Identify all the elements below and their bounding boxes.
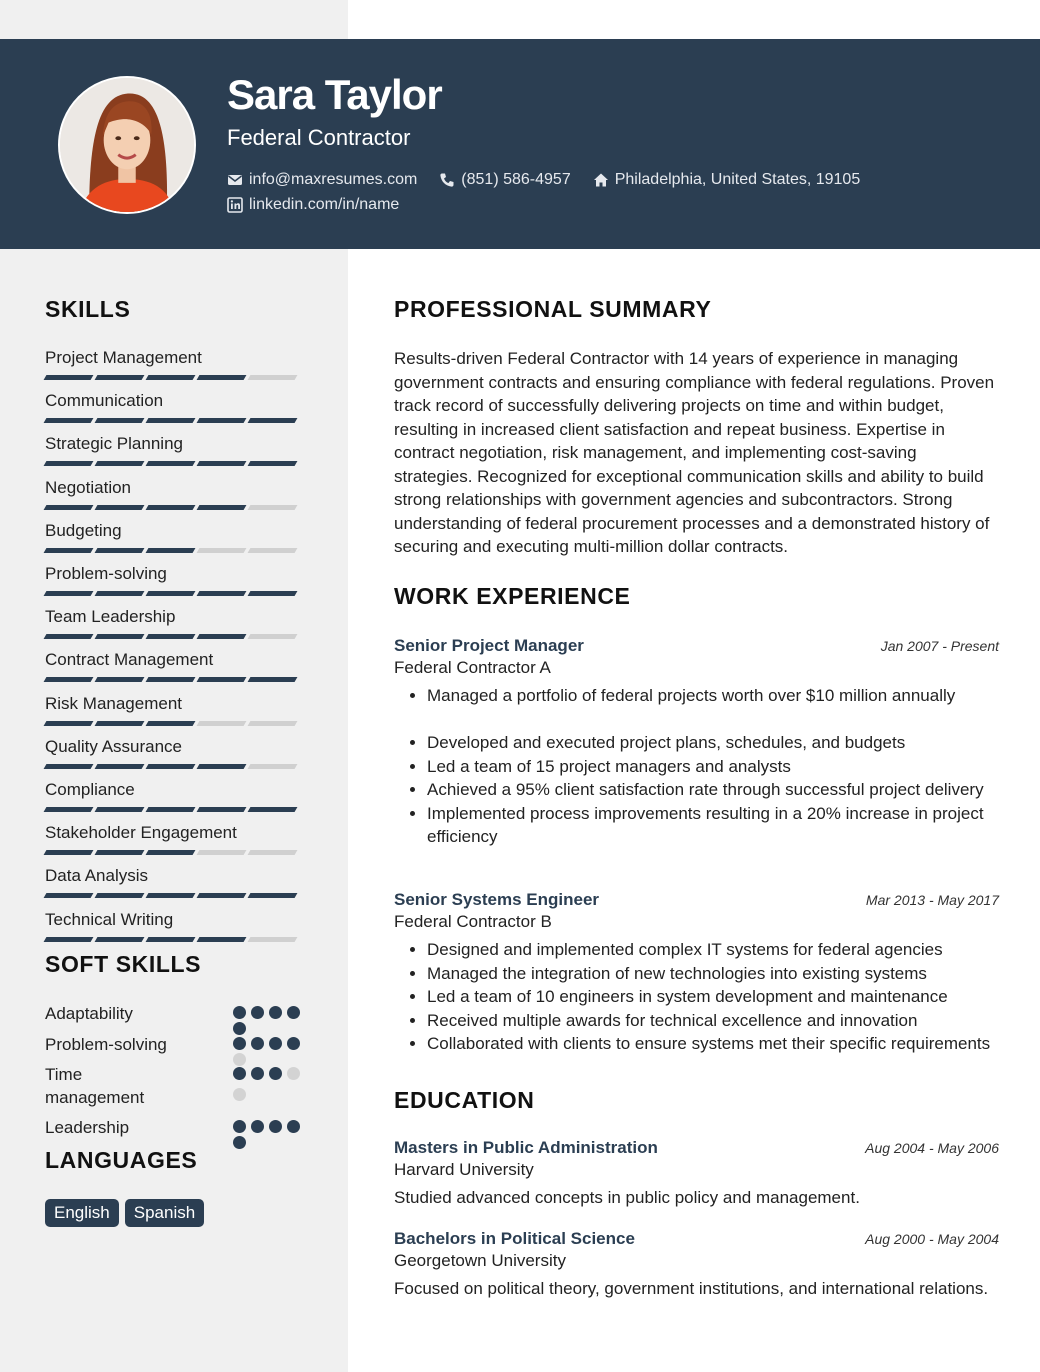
languages-heading: LANGUAGES bbox=[45, 1147, 198, 1173]
linkedin-text: linkedin.com/in/name bbox=[249, 195, 400, 213]
soft-skill-item bbox=[45, 1063, 305, 1109]
skill-level-segment bbox=[197, 461, 247, 466]
skill-level-bar bbox=[45, 418, 305, 423]
school-name: Georgetown University bbox=[394, 1251, 566, 1270]
job-bullets bbox=[394, 938, 999, 1056]
job-entry bbox=[394, 890, 999, 1056]
rating-dot bbox=[269, 1120, 282, 1133]
skill-level-segment bbox=[95, 893, 145, 898]
education-entry bbox=[394, 1229, 999, 1301]
skill-level-bar bbox=[45, 375, 305, 380]
skill-level-bar bbox=[45, 764, 305, 769]
language-badge: English bbox=[45, 1199, 119, 1227]
skill-level-segment bbox=[95, 850, 145, 855]
skill-level-segment bbox=[197, 677, 247, 682]
education-entry bbox=[394, 1138, 999, 1210]
skill-level-segment bbox=[248, 721, 298, 726]
skill-item bbox=[45, 865, 305, 898]
skill-level-segment bbox=[146, 591, 196, 596]
skill-label: Compliance bbox=[45, 780, 135, 799]
skill-level-segment bbox=[95, 461, 145, 466]
skill-level-segment bbox=[248, 677, 298, 682]
languages-list bbox=[45, 1199, 210, 1227]
envelope-icon bbox=[227, 172, 243, 188]
skill-level-segment bbox=[44, 418, 94, 423]
degree-title: Bachelors in Political Science bbox=[394, 1229, 635, 1248]
job-company: Federal Contractor A bbox=[394, 658, 551, 677]
skill-level-segment bbox=[44, 591, 94, 596]
job-bullet: • Led a team of 10 engineers in system development and maintenance bbox=[427, 985, 999, 1009]
summary-text: Results-driven Federal Contractor with 14 years of experience in managing government contracts and ensuring compliance with federal regulations. Proven track record of successfully delivering projects on time and within budget, resulting in increased client satisfaction and repeat business. Expertise in contract negotiation, risk management, and implementing cost-saving strategies. Recognized for exceptional communication skills and ability to build strong relationships with government agencies and subcontractors. Strong understanding of federal procurement processes and a demonstrated history of securing and executing multi-million dollar contracts. bbox=[394, 349, 995, 556]
rating-dot bbox=[233, 1037, 246, 1050]
skill-label: Negotiation bbox=[45, 477, 132, 497]
job-bullet: • Collaborated with clients to ensure systems met their specific requirements bbox=[427, 1032, 999, 1056]
skill-level-segment bbox=[197, 548, 247, 553]
skill-level-segment bbox=[248, 461, 298, 466]
rating-dot bbox=[287, 1067, 300, 1080]
job-title: Senior Systems Engineer bbox=[394, 890, 600, 909]
job-bullet: • Led a team of 15 project managers and analysts bbox=[427, 755, 999, 779]
school-name: Harvard University bbox=[394, 1160, 534, 1179]
skill-level-segment bbox=[197, 893, 247, 898]
skill-item bbox=[45, 433, 305, 466]
phone-text: (851) 586-4957 bbox=[461, 170, 571, 188]
skill-level-segment bbox=[197, 807, 247, 812]
education-date: Aug 2004 - May 2006 bbox=[865, 1140, 999, 1156]
skill-level-segment bbox=[44, 375, 94, 380]
contact-email[interactable] bbox=[227, 171, 417, 189]
skill-level-bar bbox=[45, 677, 305, 682]
skill-level-segment bbox=[146, 634, 196, 639]
rating-dot bbox=[251, 1006, 264, 1019]
skill-level-segment bbox=[44, 461, 94, 466]
language-badge: Spanish bbox=[125, 1199, 204, 1227]
skill-label: Team Leadership bbox=[45, 607, 176, 627]
skill-level-segment bbox=[146, 677, 196, 682]
soft-skill-label: Time management bbox=[45, 1065, 145, 1107]
rating-dot bbox=[233, 1088, 246, 1101]
skill-level-segment bbox=[146, 505, 196, 510]
skill-level-segment bbox=[44, 548, 94, 553]
skill-level-segment bbox=[95, 634, 145, 639]
candidate-title: Federal Contractor bbox=[227, 125, 411, 150]
skill-level-segment bbox=[248, 634, 298, 639]
skill-label: Communication bbox=[45, 391, 164, 411]
skill-level-segment bbox=[95, 418, 145, 423]
skill-level-segment bbox=[44, 893, 94, 898]
skill-level-segment bbox=[44, 505, 94, 510]
rating-dot bbox=[287, 1120, 300, 1133]
skill-level-segment bbox=[44, 764, 94, 769]
contact-info bbox=[227, 167, 882, 217]
skill-level-bar bbox=[45, 850, 305, 855]
education-section bbox=[394, 1087, 999, 1114]
skill-level-segment bbox=[248, 850, 298, 855]
skill-level-segment bbox=[197, 850, 247, 855]
skill-level-bar bbox=[45, 548, 305, 553]
skill-level-segment bbox=[197, 634, 247, 639]
rating-dot bbox=[233, 1120, 246, 1133]
skill-level-segment bbox=[95, 807, 145, 812]
skill-item bbox=[45, 390, 305, 423]
job-entry bbox=[394, 636, 999, 849]
skill-level-segment bbox=[44, 850, 94, 855]
job-date: Mar 2013 - May 2017 bbox=[865, 892, 999, 908]
education-heading: EDUCATION bbox=[394, 1087, 535, 1113]
soft-skill-rating bbox=[233, 1067, 305, 1109]
rating-dot bbox=[269, 1067, 282, 1080]
skill-level-segment bbox=[95, 591, 145, 596]
rating-dot bbox=[269, 1006, 282, 1019]
skill-level-bar bbox=[45, 721, 305, 726]
skill-label: Risk Management bbox=[45, 693, 183, 713]
degree-title: Masters in Public Administration bbox=[394, 1138, 658, 1157]
skill-item bbox=[45, 822, 305, 855]
skill-level-segment bbox=[248, 375, 298, 380]
skill-level-bar bbox=[45, 591, 305, 596]
skills-heading: SKILLS bbox=[45, 296, 131, 322]
contact-linkedin[interactable] bbox=[227, 196, 399, 214]
rating-dot bbox=[251, 1067, 264, 1080]
skill-level-segment bbox=[197, 721, 247, 726]
skill-level-segment bbox=[95, 764, 145, 769]
skill-item bbox=[45, 347, 305, 380]
linkedin-icon bbox=[227, 197, 243, 213]
email-text: info@maxresumes.com bbox=[249, 170, 418, 188]
skill-level-bar bbox=[45, 807, 305, 812]
soft-skill-label: Adaptability bbox=[45, 1004, 133, 1023]
profile-photo bbox=[58, 76, 196, 214]
contact-location bbox=[593, 171, 861, 189]
job-bullet: • Implemented process improvements resulting in a 20% increase in project efficiency bbox=[427, 802, 999, 849]
skill-level-segment bbox=[95, 375, 145, 380]
experience-section bbox=[394, 583, 999, 610]
summary-section bbox=[394, 296, 999, 323]
soft-skill-rating bbox=[233, 1120, 305, 1152]
skill-level-segment bbox=[197, 591, 247, 596]
rating-dot bbox=[287, 1006, 300, 1019]
skill-level-segment bbox=[95, 721, 145, 726]
skill-level-segment bbox=[146, 721, 196, 726]
rating-dot bbox=[287, 1037, 300, 1050]
skill-item bbox=[45, 779, 305, 812]
candidate-name: Sara Taylor bbox=[227, 71, 442, 118]
resume-header bbox=[0, 39, 1040, 249]
skill-level-segment bbox=[248, 893, 298, 898]
skill-level-segment bbox=[197, 937, 247, 942]
skill-level-segment bbox=[197, 764, 247, 769]
skill-item bbox=[45, 520, 305, 553]
skill-level-segment bbox=[146, 764, 196, 769]
skill-level-segment bbox=[146, 807, 196, 812]
skill-level-bar bbox=[45, 893, 305, 898]
skill-label: Budgeting bbox=[45, 520, 122, 540]
skill-label: Quality Assurance bbox=[45, 736, 183, 756]
skill-level-segment bbox=[44, 721, 94, 726]
skill-item bbox=[45, 563, 305, 596]
rating-dot bbox=[251, 1120, 264, 1133]
rating-dot bbox=[233, 1006, 246, 1019]
skill-level-bar bbox=[45, 937, 305, 942]
rating-dot bbox=[233, 1067, 246, 1080]
skill-item bbox=[45, 693, 305, 726]
skill-item bbox=[45, 477, 305, 510]
skill-level-segment bbox=[248, 505, 298, 510]
rating-dot bbox=[269, 1037, 282, 1050]
skill-label: Problem-solving bbox=[45, 564, 167, 583]
job-title: Senior Project Manager bbox=[394, 636, 584, 655]
education-description: Focused on political theory, government institutions, and international relations. bbox=[394, 1279, 989, 1298]
skill-level-segment bbox=[248, 591, 298, 596]
skill-level-segment bbox=[146, 850, 196, 855]
job-date: Jan 2007 - Present bbox=[880, 638, 999, 654]
job-bullets bbox=[394, 684, 999, 849]
skill-level-segment bbox=[146, 937, 196, 942]
skill-level-segment bbox=[146, 548, 196, 553]
skill-label: Strategic Planning bbox=[45, 434, 183, 454]
skill-level-segment bbox=[146, 418, 196, 423]
job-bullet: • Developed and executed project plans, schedules, and budgets bbox=[427, 731, 999, 755]
skill-level-segment bbox=[248, 418, 298, 423]
job-company: Federal Contractor B bbox=[394, 912, 552, 931]
rating-dot bbox=[233, 1136, 246, 1149]
job-bullet: • Managed a portfolio of federal projects worth over $10 million annually bbox=[427, 684, 999, 708]
skill-level-segment bbox=[95, 677, 145, 682]
soft-skills-heading: SOFT SKILLS bbox=[45, 951, 202, 977]
location-text: Philadelphia, United States, 19105 bbox=[614, 170, 861, 188]
skill-label: Data Analysis bbox=[45, 866, 148, 886]
skill-level-segment bbox=[248, 937, 298, 942]
job-bullet: • Received multiple awards for technical excellence and innovation bbox=[427, 1009, 999, 1033]
job-bullet: • Designed and implemented complex IT systems for federal agencies bbox=[427, 938, 999, 962]
skill-level-bar bbox=[45, 505, 305, 510]
skill-level-segment bbox=[197, 375, 247, 380]
skill-level-segment bbox=[95, 505, 145, 510]
job-bullet: • Achieved a 95% client satisfaction rate through successful project delivery bbox=[427, 778, 999, 802]
skill-label: Contract Management bbox=[45, 650, 214, 670]
skill-level-bar bbox=[45, 461, 305, 466]
skill-level-segment bbox=[248, 548, 298, 553]
skill-level-segment bbox=[197, 418, 247, 423]
skill-label: Project Management bbox=[45, 348, 202, 367]
skill-level-segment bbox=[95, 937, 145, 942]
experience-heading: WORK EXPERIENCE bbox=[394, 583, 631, 609]
skill-label: Stakeholder Engagement bbox=[45, 823, 237, 843]
skill-level-segment bbox=[197, 505, 247, 510]
skill-level-segment bbox=[146, 375, 196, 380]
skill-level-segment bbox=[146, 893, 196, 898]
skill-item bbox=[45, 606, 305, 639]
education-date: Aug 2000 - May 2004 bbox=[865, 1231, 999, 1247]
skill-level-segment bbox=[95, 548, 145, 553]
skill-level-segment bbox=[44, 807, 94, 812]
skill-item bbox=[45, 736, 305, 769]
phone-icon bbox=[439, 172, 455, 188]
rating-dot bbox=[251, 1037, 264, 1050]
skill-level-segment bbox=[248, 807, 298, 812]
skill-label: Technical Writing bbox=[45, 909, 174, 929]
education-description: Studied advanced concepts in public policy and management. bbox=[394, 1188, 860, 1207]
skill-level-segment bbox=[44, 634, 94, 639]
home-icon bbox=[593, 172, 609, 188]
skill-level-bar bbox=[45, 634, 305, 639]
skill-level-segment bbox=[146, 461, 196, 466]
soft-skill-label: Leadership bbox=[45, 1118, 130, 1137]
contact-phone[interactable] bbox=[439, 171, 570, 189]
skill-level-segment bbox=[248, 764, 298, 769]
skill-item bbox=[45, 649, 305, 682]
skill-level-segment bbox=[44, 937, 94, 942]
skill-item bbox=[45, 909, 305, 942]
summary-heading: PROFESSIONAL SUMMARY bbox=[394, 296, 712, 322]
soft-skill-label: Problem-solving bbox=[45, 1035, 167, 1054]
skill-level-segment bbox=[44, 677, 94, 682]
job-bullet: • Managed the integration of new technologies into existing systems bbox=[427, 962, 999, 986]
